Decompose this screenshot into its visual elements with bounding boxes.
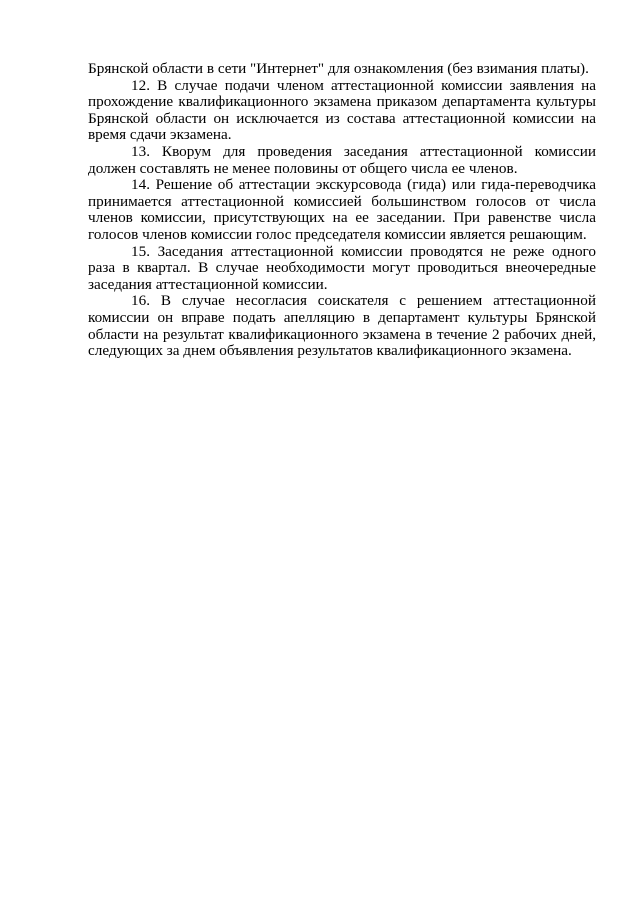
document-page	[88, 61, 596, 360]
paragraph-12: 12. В случае подачи членом аттестационной комиссии заявления на прохождение квалификационного экзамена приказом департамента культуры Брянской области он исключается из состава аттестационной комиссии на время сдачи экзамена.	[88, 76, 596, 144]
paragraph-15: 15. Заседания аттестационной комиссии проводятся не реже одного раза в квартал. В случае необходимости могут проводиться внеочередные заседания аттестационной комиссии.	[88, 242, 596, 293]
paragraph-14: 14. Решение об аттестации экскурсовода (гида) или гида-переводчика принимается аттестационной комиссией большинством голосов от числа членов комиссии, присутствующих на ее заседании. При равенстве числа голосов членов комиссии голос председателя комиссии является решающим.	[88, 176, 596, 243]
paragraph-continuation: Брянской области в сети "Интернет" для ознакомления (без взимания платы).	[88, 60, 589, 77]
paragraph-13: 13. Кворум для проведения заседания аттестационной комиссии должен составлять не менее половины от общего числа ее членов.	[88, 142, 596, 177]
paragraph-16: 16. В случае несогласия соискателя с решением аттестационной комиссии он вправе подать апелляцию в департамент культуры Брянской области на результат квалификационного экзамена в течение 2 рабочих дней, следующих за днем объявления результатов квалификационного экзамена.	[88, 292, 596, 360]
